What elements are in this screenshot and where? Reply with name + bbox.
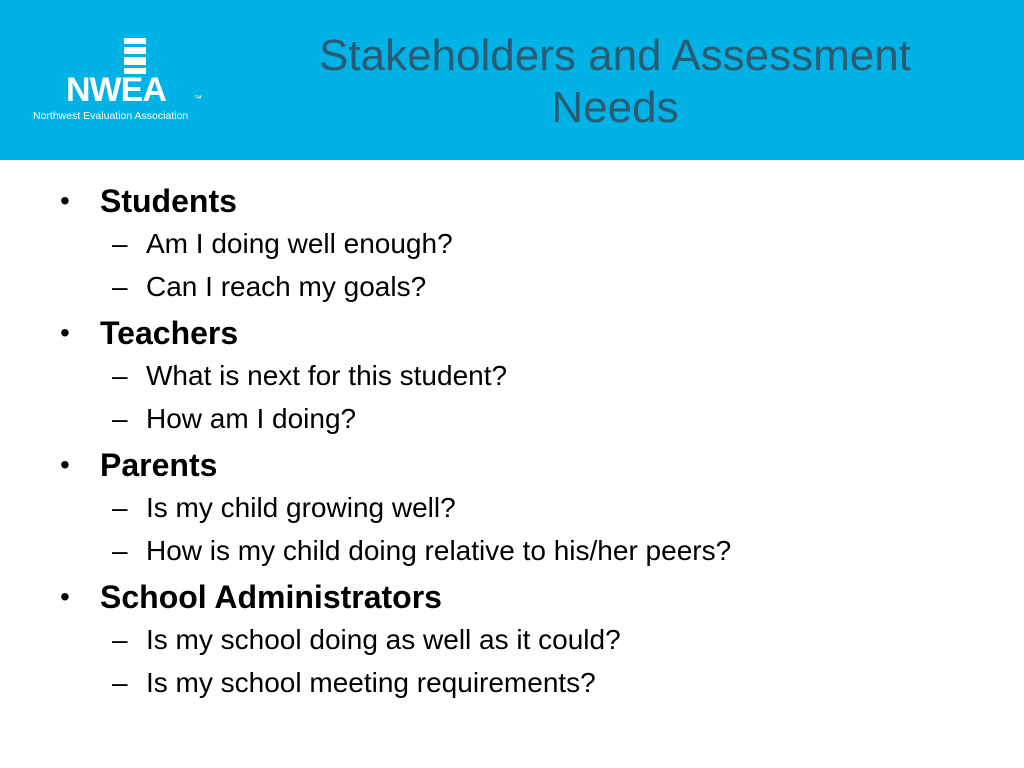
question-text: Is my school doing as well as it could? xyxy=(146,624,621,655)
question-item xyxy=(60,486,1000,529)
dash-icon: – xyxy=(112,535,128,566)
question-text: Is my school meeting requirements? xyxy=(146,667,596,698)
question-item xyxy=(60,397,1000,440)
stakeholder-group xyxy=(60,444,1000,576)
stakeholder-group xyxy=(60,180,1000,312)
question-item xyxy=(60,661,1000,704)
stakeholder-group xyxy=(60,576,1000,708)
bullet-icon: • xyxy=(60,317,70,348)
dash-icon: – xyxy=(112,403,128,434)
question-item xyxy=(60,529,1000,572)
stakeholder-item xyxy=(60,312,1000,354)
dash-icon: – xyxy=(112,624,128,655)
logo-mark-icon xyxy=(124,38,146,74)
dash-icon: – xyxy=(112,360,128,391)
question-text: How is my child doing relative to his/her peers? xyxy=(146,535,732,566)
question-item xyxy=(60,618,1000,661)
dash-icon: – xyxy=(112,271,128,302)
question-item xyxy=(60,265,1000,308)
question-text: Is my child growing well? xyxy=(146,492,456,523)
logo-tagline: Northwest Evaluation Association xyxy=(33,110,189,122)
stakeholder-label: Parents xyxy=(100,447,218,483)
question-text: How am I doing? xyxy=(146,403,357,434)
slide-title: Stakeholders and Assessment Needs xyxy=(319,31,911,132)
stakeholder-item xyxy=(60,576,1000,618)
logo-wordmark: NWEA xyxy=(66,71,166,109)
question-text: Can I reach my goals? xyxy=(146,271,427,302)
stakeholder-item xyxy=(60,180,1000,222)
bullet-icon: • xyxy=(60,185,70,216)
bullet-icon: • xyxy=(60,449,70,480)
header-band xyxy=(0,0,1024,160)
question-text: What is next for this student? xyxy=(146,360,508,391)
dash-icon: – xyxy=(112,492,128,523)
question-item xyxy=(60,222,1000,265)
stakeholder-label: Students xyxy=(100,183,237,219)
question-item xyxy=(60,354,1000,397)
bullet-list xyxy=(60,180,1000,708)
stakeholder-label: Teachers xyxy=(100,315,239,351)
logo-trademark: ™ xyxy=(194,94,202,103)
bullet-icon: • xyxy=(60,581,70,612)
dash-icon: – xyxy=(112,228,128,259)
stakeholder-label: School Administrators xyxy=(100,579,442,615)
stakeholder-group xyxy=(60,312,1000,444)
stakeholder-item xyxy=(60,444,1000,486)
nwea-logo xyxy=(30,38,230,128)
question-text: Am I doing well enough? xyxy=(146,228,453,259)
dash-icon: – xyxy=(112,667,128,698)
